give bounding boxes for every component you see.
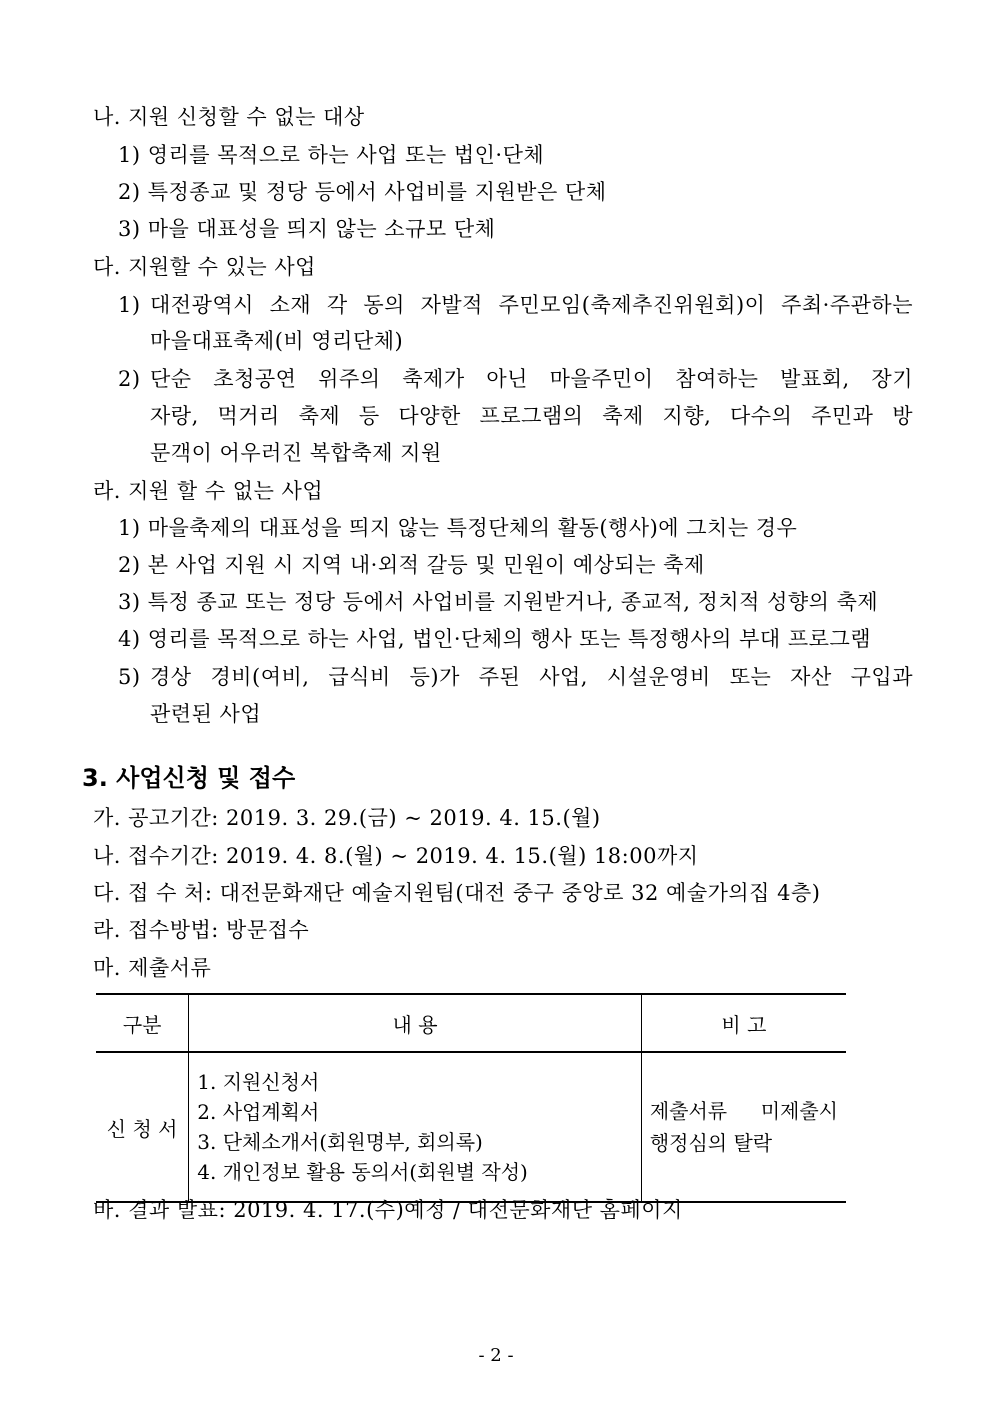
table-header-row xyxy=(96,994,846,1052)
info-line-reception: 나. 접수기간: 2019. 4. 8.(월) ~ 2019. 4. 15.(월) 18:00까지 xyxy=(93,844,699,868)
list-item: 4) 영리를 목적으로 하는 사업, 법인·단체의 행사 또는 특정행사의 부대 프로그램 xyxy=(118,627,872,651)
list-item-text: 대전광역시 소재 각 동의 자발적 주민모임(축제추진위원회)이 주최·주관하는 xyxy=(150,293,913,317)
list-item-text: 경상 경비(여비, 급식비 등)가 주된 사업, 시설운영비 또는 자산 구입과 xyxy=(150,665,913,689)
note-line: 행정심의 탈락 xyxy=(649,1131,773,1155)
table-cell-note xyxy=(641,1052,846,1202)
table-row-label: 신 청 서 xyxy=(96,1052,189,1202)
table-header-content: 내 용 xyxy=(189,994,642,1052)
list-item: 3) 마을 대표성을 띄지 않는 소규모 단체 xyxy=(118,217,496,241)
info-line-place: 다. 접 수 처: 대전문화재단 예술지원팀(대전 중구 중앙로 32 예술가의집 4층) xyxy=(93,881,821,905)
list-item-number: 2) xyxy=(118,367,141,391)
document-item: 2. 사업계획서 xyxy=(197,1100,320,1124)
result-announcement: 바. 결과 발표: 2019. 4. 17.(수)예정 / 대전문화재단 홈페이지 xyxy=(93,1198,683,1222)
section-na-title: 나. 지원 신청할 수 없는 대상 xyxy=(93,105,365,129)
list-item-number: 1) xyxy=(118,293,141,317)
list-item-text: 자랑, 먹거리 축제 등 다양한 프로그램의 축제 지향, 다수의 주민과 방 xyxy=(150,404,913,428)
list-item: 1) 영리를 목적으로 하는 사업 또는 법인·단체 xyxy=(118,143,545,167)
info-line-method: 라. 접수방법: 방문접수 xyxy=(93,918,310,942)
section-ra-title: 라. 지원 할 수 없는 사업 xyxy=(93,479,324,503)
document-item: 4. 개인정보 활용 동의서(회원별 작성) xyxy=(197,1160,528,1184)
list-item-text: 마을대표축제(비 영리단체) xyxy=(150,329,404,353)
section-da-title: 다. 지원할 수 있는 사업 xyxy=(93,255,316,279)
section-heading: 3. 사업신청 및 접수 xyxy=(82,764,296,792)
page-number: - 2 - xyxy=(478,1345,514,1366)
list-item-text: 단순 초청공연 위주의 축제가 아닌 마을주민이 참여하는 발표회, 장기 xyxy=(150,367,913,391)
list-item: 3) 특정 종교 또는 정당 등에서 사업비를 지원받거나, 종교적, 정치적 성향의 축제 xyxy=(118,590,879,614)
table-header-remarks: 비 고 xyxy=(641,994,846,1052)
list-item-text: 관련된 사업 xyxy=(150,702,262,726)
list-item: 1) 마을축제의 대표성을 띄지 않는 특정단체의 활동(행사)에 그치는 경우 xyxy=(118,516,798,540)
list-item: 2) 본 사업 지원 시 지역 내·외적 갈등 및 민원이 예상되는 축제 xyxy=(118,553,705,577)
document-item: 3. 단체소개서(회원명부, 회의록) xyxy=(197,1130,483,1154)
table-header-category: 구분 xyxy=(96,994,189,1052)
documents-table xyxy=(96,993,846,1203)
list-item-number: 5) xyxy=(118,665,141,689)
list-item: 2) 특정종교 및 정당 등에서 사업비를 지원받은 단체 xyxy=(118,180,607,204)
table-cell-items xyxy=(189,1052,642,1202)
document-item: 1. 지원신청서 xyxy=(197,1070,320,1094)
table-row xyxy=(96,1052,846,1202)
info-line-documents: 마. 제출서류 xyxy=(93,956,212,980)
note-line: 제출서류 미제출시 xyxy=(649,1099,838,1123)
info-line-period: 가. 공고기간: 2019. 3. 29.(금) ~ 2019. 4. 15.(월) xyxy=(93,806,601,830)
list-item-text: 문객이 어우러진 복합축제 지원 xyxy=(150,441,442,465)
